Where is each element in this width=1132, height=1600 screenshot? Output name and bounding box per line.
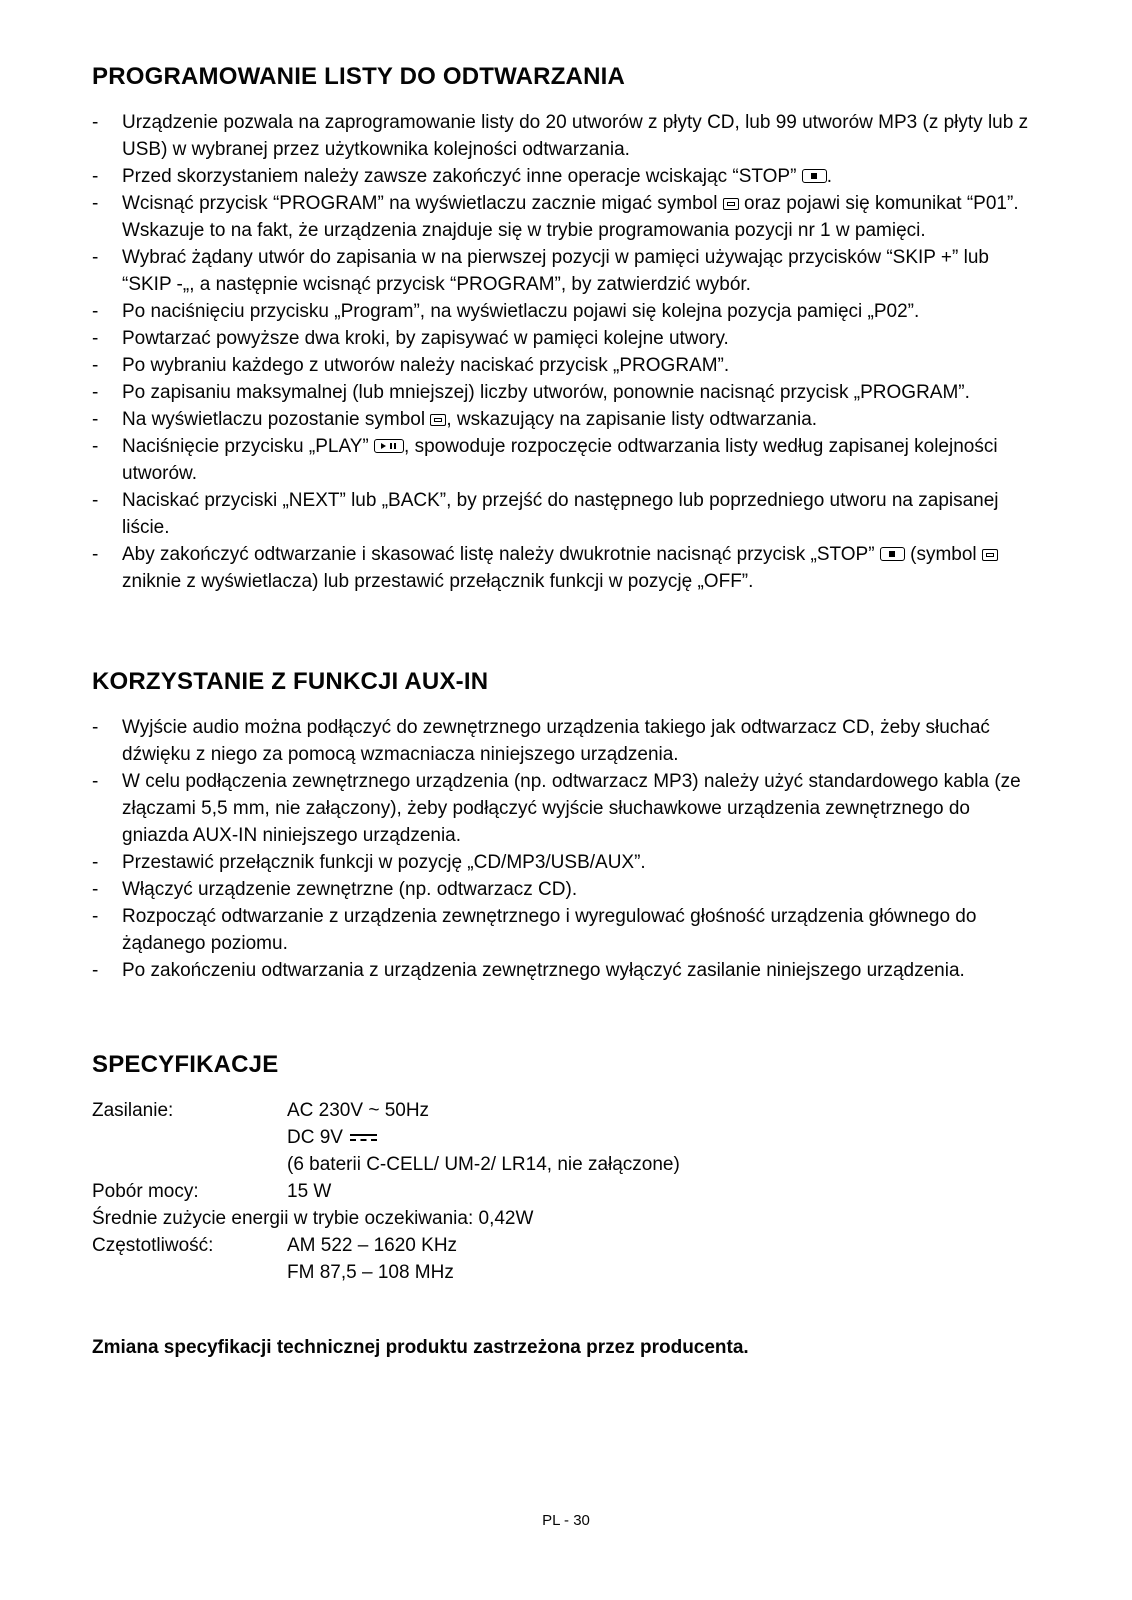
manufacturer-note: Zmiana specyfikacji technicznej produktu zastrzeżona przez producenta. — [92, 1337, 749, 1358]
spec-value-text: DC 9V — [287, 1127, 343, 1148]
spec-label: Zasilanie: — [92, 1100, 174, 1121]
list-item — [92, 487, 1040, 541]
item-text: Wyjście audio można podłączyć do zewnętrznego urządzenia takiego jak odtwarzacz CD, żeby słuchać dźwięku z niego za pomocą wzmacniacza niniejszego urządzenia. — [122, 717, 990, 765]
spec-row-frequency-fm — [92, 1259, 1040, 1286]
bullet-dash: - — [92, 771, 99, 792]
bullet-dash: - — [92, 409, 99, 430]
item-text-part: , wskazujący na zapisanie listy odtwarzania. — [446, 409, 818, 430]
section-title-aux-in: KORZYSTANIE Z FUNKCJI AUX-IN — [92, 668, 489, 695]
item-text-part: . — [826, 166, 832, 187]
section-specifications — [92, 1050, 1040, 1361]
spec-value — [287, 1124, 1040, 1151]
list-item — [92, 298, 1040, 325]
list-item — [92, 163, 1040, 190]
spec-row-power-consumption — [92, 1178, 1040, 1205]
list-item — [92, 876, 1040, 903]
list-item — [92, 903, 1040, 957]
item-text-part: Przed skorzystaniem należy zawsze zakończyć inne operacje wciskając “STOP” — [122, 166, 802, 187]
item-text-part: , spowoduje rozpoczęcie odtwarzania listy według zapisanej kolejności utworów. — [122, 436, 998, 484]
list-item — [92, 352, 1040, 379]
spec-value: AC 230V ~ 50Hz — [287, 1100, 430, 1121]
item-text-part: Na wyświetlaczu pozostanie symbol — [122, 409, 431, 430]
list-item — [92, 957, 1040, 984]
bullet-dash: - — [92, 328, 99, 349]
direct-current-icon — [350, 1133, 377, 1143]
spec-label — [92, 1259, 287, 1286]
bullet-dash: - — [92, 355, 99, 376]
spec-label: Częstotliwość: — [92, 1235, 214, 1256]
standby-consumption-line: Średnie zużycie energii w trybie oczekiwania: 0,42W — [92, 1208, 534, 1229]
spec-label: Pobór mocy: — [92, 1181, 199, 1202]
spec-row-frequency-am — [92, 1232, 1040, 1259]
bullet-dash: - — [92, 544, 99, 565]
item-text: Powtarzać powyższe dwa kroki, by zapisywać w pamięci kolejne utwory. — [122, 328, 729, 349]
bullet-dash: - — [92, 490, 99, 511]
spec-row-power-supply — [92, 1097, 1040, 1124]
spec-value: (6 baterii C-CELL/ UM-2/ LR14, nie załączone) — [287, 1154, 680, 1175]
list-item — [92, 325, 1040, 352]
spec-label — [92, 1124, 287, 1151]
item-text-part: Wcisnąć przycisk “PROGRAM” na wyświetlaczu zacznie migać symbol — [122, 193, 723, 214]
spec-value: AM 522 – 1620 KHz — [287, 1235, 458, 1256]
spec-value: FM 87,5 – 108 MHz — [287, 1262, 454, 1283]
item-text: Wybrać żądany utwór do zapisania w na pierwszej pozycji w pamięci używając przycisków “SKIP +” lub “SKIP -„, a następnie wcisnąć przycisk “PROGRAM”, by zatwierdzić wybór. — [122, 247, 989, 295]
item-text-part: (symbol — [904, 544, 982, 565]
bullet-dash: - — [92, 382, 99, 403]
bullet-dash: - — [92, 166, 99, 187]
spec-label — [92, 1151, 287, 1178]
stop-button-icon — [880, 547, 905, 561]
spec-row-dc — [92, 1124, 1040, 1151]
section-title-specifications: SPECYFIKACJE — [92, 1051, 279, 1078]
bullet-dash: - — [92, 852, 99, 873]
program-indicator-icon — [982, 549, 998, 561]
item-text: Po wybraniu każdego z utworów należy naciskać przycisk „PROGRAM”. — [122, 355, 730, 376]
stop-button-icon — [802, 169, 827, 183]
program-indicator-icon — [723, 198, 739, 210]
spec-value: 15 W — [287, 1181, 332, 1202]
programming-list — [92, 109, 1040, 595]
bullet-dash: - — [92, 436, 99, 457]
item-text-part: oraz pojawi się komunikat “P01”. Wskazuje to na fakt, że urządzenia znajduje się w trybie programowania pozycji nr 1 w pamięci. — [122, 193, 1019, 241]
item-text: Urządzenie pozwala na zaprogramowanie listy do 20 utworów z płyty CD, lub 99 utworów MP3 (z płyty lub z USB) w wybranej przez użytkownika kolejności odtwarzania. — [122, 112, 1029, 160]
item-text: W celu podłączenia zewnętrznego urządzenia (np. odtwarzacz MP3) należy użyć standardowego kabla (ze złączami 5,5 mm, nie załączony), żeby podłączyć wyjście słuchawkowe urządzenia zewnętrznego do gniazda AUX-IN niniejszego urządzenia. — [122, 771, 1021, 846]
bullet-dash: - — [92, 193, 99, 214]
list-item — [92, 541, 1040, 595]
aux-in-list — [92, 714, 1040, 984]
page-number: PL - 30 — [542, 1512, 590, 1529]
bullet-dash: - — [92, 717, 99, 738]
item-text-part: Aby zakończyć odtwarzanie i skasować listę należy dwukrotnie nacisnąć przycisk „STOP” — [122, 544, 880, 565]
list-item — [92, 379, 1040, 406]
bullet-dash: - — [92, 906, 99, 927]
bullet-dash: - — [92, 879, 99, 900]
section-programming — [92, 62, 1040, 595]
spec-row-batteries — [92, 1151, 1040, 1178]
list-item — [92, 190, 1040, 244]
item-text-part: Naciśnięcie przycisku „PLAY” — [122, 436, 375, 457]
program-indicator-icon — [430, 414, 446, 426]
list-item — [92, 849, 1040, 876]
list-item — [92, 109, 1040, 163]
list-item — [92, 433, 1040, 487]
item-text — [122, 406, 1040, 433]
bullet-dash: - — [92, 247, 99, 268]
item-text: Włączyć urządzenie zewnętrzne (np. odtwarzacz CD). — [122, 879, 578, 900]
item-text — [122, 541, 1040, 595]
list-item — [92, 768, 1040, 849]
bullet-dash: - — [92, 112, 99, 133]
item-text: Po naciśnięciu przycisku „Program”, na wyświetlaczu pojawi się kolejna pozycja pamięci „P02”. — [122, 301, 920, 322]
list-item — [92, 406, 1040, 433]
bullet-dash: - — [92, 960, 99, 981]
bullet-dash: - — [92, 301, 99, 322]
item-text: Po zapisaniu maksymalnej (lub mniejszej) liczby utworów, ponownie nacisnąć przycisk „PROGRAM”. — [122, 382, 970, 403]
item-text — [122, 163, 1040, 190]
item-text: Naciskać przyciski „NEXT” lub „BACK”, by przejść do następnego lub poprzedniego utworu na zapisanej liście. — [122, 490, 999, 538]
item-text — [122, 433, 1040, 487]
item-text: Po zakończeniu odtwarzania z urządzenia zewnętrznego wyłączyć zasilanie niniejszego urządzenia. — [122, 960, 965, 981]
section-title-programming: PROGRAMOWANIE LISTY DO ODTWARZANIA — [92, 63, 626, 90]
item-text-part: zniknie z wyświetlacza) lub przestawić przełącznik funkcji w pozycję „OFF”. — [122, 571, 754, 592]
section-aux-in — [92, 667, 1040, 984]
spec-table — [92, 1097, 1040, 1286]
play-pause-button-icon — [374, 439, 404, 453]
item-text: Rozpocząć odtwarzanie z urządzenia zewnętrznego i wyregulować głośność urządzenia głównego do żądanego poziomu. — [122, 906, 977, 954]
list-item — [92, 714, 1040, 768]
item-text — [122, 190, 1040, 244]
item-text: Przestawić przełącznik funkcji w pozycję „CD/MP3/USB/AUX”. — [122, 852, 646, 873]
list-item — [92, 244, 1040, 298]
